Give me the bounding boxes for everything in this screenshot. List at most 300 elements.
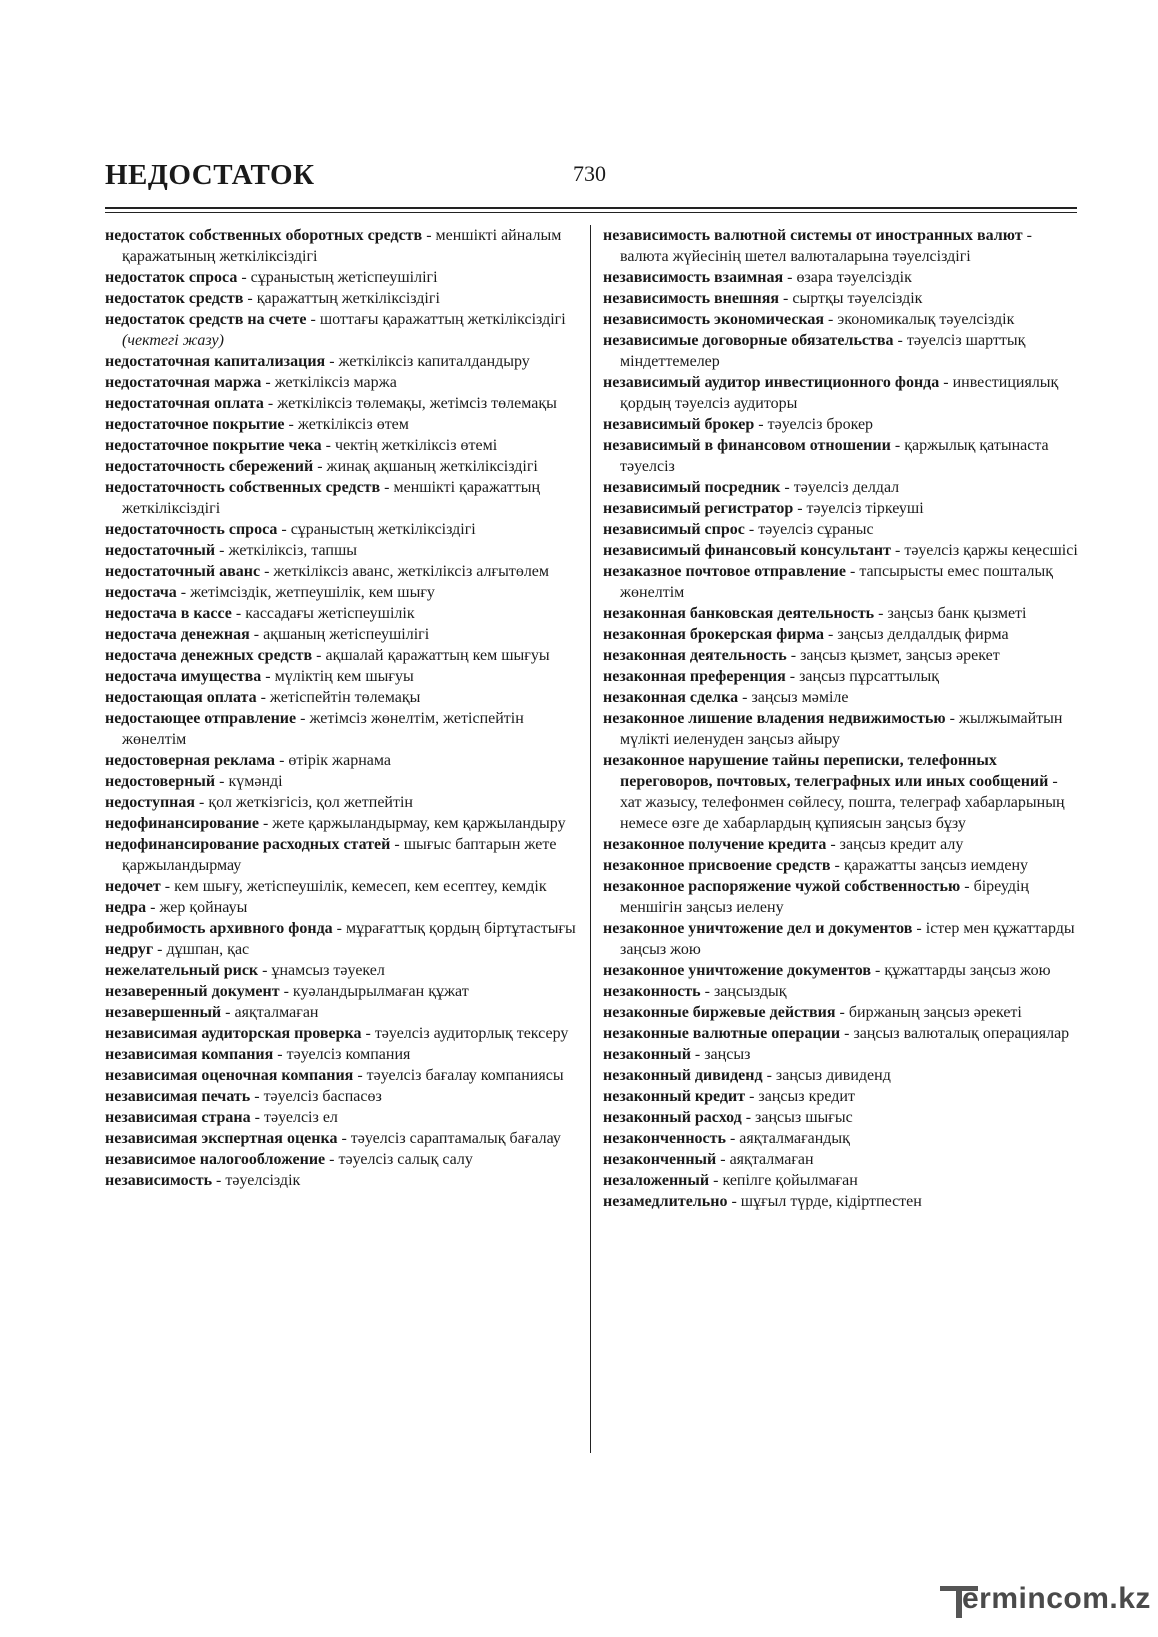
dictionary-entry: [603, 1149, 1078, 1170]
entry-term: недостача в кассе: [105, 605, 232, 622]
right-column: [603, 225, 1078, 1212]
entry-term: независимый аудитор инвестиционного фонда: [603, 374, 940, 391]
entry-term: независимая печать: [105, 1088, 251, 1105]
entry-definition: жеткіліксіз өтем: [297, 416, 409, 433]
entry-separator: -: [871, 962, 885, 979]
entry-definition: шоттағы қаражаттың жеткіліксіздігі: [319, 311, 566, 328]
dictionary-entry: [603, 666, 1078, 687]
entry-definition: тәуелсіз делдал: [793, 479, 900, 496]
entry-separator: -: [824, 626, 838, 643]
entry-definition: жете қаржыландырмау, кем қаржыландыру: [272, 815, 566, 832]
entry-definition: куәландырылмаған құжат: [292, 983, 469, 1000]
entry-definition: ақшаның жетіспеушілігі: [263, 626, 430, 643]
entry-term: незаконное распоряжение чужой собственностью: [603, 878, 961, 895]
dictionary-entry: [105, 519, 580, 540]
dictionary-entry: [603, 288, 1078, 309]
dictionary-entry: [603, 1107, 1078, 1128]
entry-term: недостача денежная: [105, 626, 250, 643]
entry-term: недоступная: [105, 794, 196, 811]
entry-separator: -: [380, 479, 394, 496]
dictionary-entry: [105, 1086, 580, 1107]
entry-definition: аяқталмаған: [234, 1004, 319, 1021]
entry-definition: жеткіліксіз, тапшы: [228, 542, 358, 559]
entry-term: недостоверный: [105, 773, 216, 790]
entry-definition: мұрағаттық қордың біртұтастығы: [345, 920, 576, 937]
page-number: 730: [573, 161, 606, 186]
entry-term: недостаточное покрытие: [105, 416, 285, 433]
dictionary-entry: [603, 1191, 1078, 1212]
dictionary-entry: [105, 708, 580, 750]
entry-term: недостаточный аванс: [105, 563, 261, 580]
entry-separator: -: [754, 416, 768, 433]
entry-separator: -: [690, 1046, 705, 1063]
termincom-logo: [940, 1578, 1150, 1626]
dictionary-entry: [603, 1044, 1078, 1065]
entry-term: недостаток средств на счете: [105, 311, 307, 328]
entry-definition: қаражаттың жеткіліксіздігі: [256, 290, 440, 307]
entry-term: независимый регистратор: [603, 500, 794, 517]
entry-definition: аяқталмағандық: [739, 1130, 850, 1147]
entry-definition: жеткіліксіз төлемақы, жетімсіз төлемақы: [277, 395, 557, 412]
dictionary-entry: [603, 267, 1078, 288]
dictionary-entry: [105, 876, 580, 897]
entry-definition: хат жазысу, телефонмен сөйлесу, пошта, телеграф хабарларының немесе өзге де хабарлардың құпиясын заңсыз бұзу: [620, 794, 1065, 832]
dictionary-entry: [105, 1044, 580, 1065]
entry-definition: ұнамсыз тәуекел: [271, 962, 385, 979]
entry-term: недруг: [105, 941, 154, 958]
entry-definition: тәуелсіздік: [225, 1172, 301, 1189]
entry-separator: -: [296, 710, 310, 727]
entry-term: недостаточность собственных средств: [105, 479, 381, 496]
entry-separator: -: [221, 1004, 235, 1021]
entry-definition: кепілге қойылмаған: [722, 1172, 858, 1189]
entry-separator: -: [779, 290, 793, 307]
entry-definition: меншікті айналым қаражатының жеткіліксіздігі: [122, 227, 562, 265]
entry-definition: құжаттарды заңсыз жою: [884, 962, 1051, 979]
entry-term: незаконное уничтожение документов: [603, 962, 872, 979]
dictionary-entry: [105, 456, 580, 477]
entry-term: незаконное лишение владения недвижимостью: [603, 710, 946, 727]
dictionary-entry: [603, 750, 1078, 834]
entry-term: независимая оценочная компания: [105, 1067, 354, 1084]
entry-definition: күмәнді: [228, 773, 283, 790]
entry-term: незаконность: [603, 983, 701, 1000]
dictionary-entry: [603, 603, 1078, 624]
entry-definition: қол жеткізгісіз, қол жетпейтін: [208, 794, 413, 811]
entry-definition: тапсырысты емес пошталық жөнелтім: [620, 563, 1054, 601]
entry-term: незаконное нарушение тайны переписки, телефонных переговоров, почтовых, телеграфных или иных сообщений: [603, 752, 1049, 790]
entry-definition: тәуелсіз аудиторлық тексеру: [374, 1025, 569, 1042]
dictionary-entry: [105, 645, 580, 666]
entry-term: независимый спрос: [603, 521, 745, 538]
entry-separator: -: [835, 1004, 849, 1021]
entry-definition: заңсыз: [704, 1046, 751, 1063]
entry-definition: жетімсіз жөнелтім, жетіспейтін жөнелтім: [122, 710, 524, 748]
entry-term: незаконченность: [603, 1130, 726, 1147]
entry-separator: -: [325, 1151, 339, 1168]
dictionary-entry: [105, 1170, 580, 1191]
entry-separator: -: [785, 668, 800, 685]
dictionary-entry: [603, 414, 1078, 435]
entry-separator: -: [939, 374, 953, 391]
dictionary-entry: [603, 372, 1078, 414]
entry-separator: -: [258, 962, 272, 979]
entry-separator: -: [215, 542, 229, 559]
entry-term: недостаток собственных оборотных средств: [105, 227, 423, 244]
entry-separator: -: [716, 1151, 730, 1168]
entry-separator: -: [874, 605, 888, 622]
entry-term: незаложенный: [603, 1172, 710, 1189]
dictionary-entry: [603, 1065, 1078, 1086]
entry-separator: -: [826, 836, 840, 853]
entry-separator: -: [153, 941, 167, 958]
entry-definition: тәуелсіз тіркеуші: [806, 500, 924, 517]
dictionary-entry: [105, 750, 580, 771]
entry-separator: -: [332, 920, 346, 937]
dictionary-entry: [603, 624, 1078, 645]
entry-separator: -: [793, 500, 807, 517]
entry-definition: тәуелсіз брокер: [767, 416, 874, 433]
entry-definition: заңсыз кредит: [758, 1088, 855, 1105]
dictionary-entry: [603, 435, 1078, 477]
dictionary-entry: [105, 267, 580, 288]
entry-definition: жеткіліксіз аванс, жеткіліксіз алғытөлем: [273, 563, 550, 580]
dictionary-entry: [105, 897, 580, 918]
entry-term: недофинансирование: [105, 815, 259, 832]
entry-separator: -: [263, 395, 278, 412]
dictionary-entry: [603, 1128, 1078, 1149]
entry-term: недостаточность сбережений: [105, 458, 314, 475]
dictionary-entry: [105, 939, 580, 960]
column-divider: [590, 225, 591, 1453]
entry-definition: меншікті қаражаттың жеткіліксіздігі: [122, 479, 541, 517]
entry-separator: -: [700, 983, 714, 1000]
dictionary-entry: [105, 1128, 580, 1149]
entry-definition: шығыс баптарын жете қаржыландырмау: [122, 836, 557, 874]
dictionary-entry: [105, 435, 580, 456]
entry-definition: сыртқы тәуелсіздік: [792, 290, 923, 307]
entry-definition: жинақ ақшаның жеткіліксіздігі: [326, 458, 538, 475]
entry-separator: -: [745, 1088, 759, 1105]
header-rule-thin: [105, 212, 1077, 213]
entry-term: незаверенный документ: [105, 983, 280, 1000]
entry-term: незамедлительно: [603, 1193, 728, 1210]
header-rule-thick: [105, 207, 1077, 209]
entry-term: независимый брокер: [603, 416, 755, 433]
entry-term: недостаток спроса: [105, 269, 238, 286]
dictionary-entry: [105, 603, 580, 624]
dictionary-entry: [603, 1086, 1078, 1107]
entry-separator: -: [390, 836, 404, 853]
dictionary-entry: [603, 477, 1078, 498]
entry-term: недостача денежных средств: [105, 647, 313, 664]
entry-separator: -: [250, 1109, 264, 1126]
dictionary-entry: [105, 792, 580, 813]
dictionary-entry: [105, 1023, 580, 1044]
entry-term: незаказное почтовое отправление: [603, 563, 846, 580]
dictionary-entry: [105, 1065, 580, 1086]
entry-definition: заңсыз дивиденд: [775, 1067, 891, 1084]
dictionary-entry: [603, 540, 1078, 561]
entry-term: независимый в финансовом отношении: [603, 437, 891, 454]
dictionary-entry: [603, 918, 1078, 960]
dictionary-entry: [105, 1002, 580, 1023]
entry-definition: сұраныстың жетіспеушілігі: [250, 269, 438, 286]
entry-term: независимость валютной системы от иностранных валют: [603, 227, 1023, 244]
entry-separator: -: [258, 815, 273, 832]
dictionary-entry: [603, 1023, 1078, 1044]
entry-definition: дұшпан, қас: [166, 941, 250, 958]
entry-term: недостоверная реклама: [105, 752, 276, 769]
entry-separator: -: [912, 920, 926, 937]
entry-definition: заңсыз делдалдық фирма: [837, 626, 1009, 643]
entry-term: независимые договорные обязательства: [603, 332, 894, 349]
entry-separator: -: [727, 1193, 741, 1210]
entry-definition: жетімсіздік, жетпеушілік, кем шығу: [190, 584, 435, 601]
entry-definition: заңсыз мәміле: [751, 689, 849, 706]
dictionary-entry: [603, 981, 1078, 1002]
running-head-word: НЕДОСТАТОК: [105, 159, 315, 191]
dictionary-entry: [105, 393, 580, 414]
entry-term: незаконная банковская деятельность: [603, 605, 875, 622]
entry-separator: -: [256, 689, 270, 706]
entry-term: нежелательный риск: [105, 962, 259, 979]
entry-separator: -: [738, 689, 752, 706]
entry-definition: өзара тәуелсіздік: [796, 269, 912, 286]
entry-separator: -: [780, 479, 794, 496]
dictionary-entry: [603, 309, 1078, 330]
logo-text: ermincom.kz: [962, 1582, 1151, 1615]
entry-separator: -: [261, 374, 275, 391]
entry-separator: -: [893, 332, 907, 349]
entry-separator: -: [1022, 227, 1032, 244]
entry-definition: тәуелсіз салық салу: [338, 1151, 473, 1168]
entry-term: независимость экономическая: [603, 311, 825, 328]
entry-separator: -: [243, 290, 257, 307]
dictionary-entry: [105, 771, 580, 792]
dictionary-entry: [105, 351, 580, 372]
dictionary-entry: [105, 981, 580, 1002]
dictionary-entry: [603, 519, 1078, 540]
entry-term: незаконное присвоение средств: [603, 857, 831, 874]
dictionary-entry: [603, 708, 1078, 750]
dictionary-entry: [105, 1149, 580, 1170]
entry-separator: -: [786, 647, 801, 664]
entry-term: незаконный дивиденд: [603, 1067, 763, 1084]
entry-term: незаконный кредит: [603, 1088, 746, 1105]
dictionary-entry: [105, 561, 580, 582]
entry-term: незаконная преференция: [603, 668, 786, 685]
entry-definition: заңсыз валюталық операциялар: [853, 1025, 1070, 1042]
entry-term: недофинансирование расходных статей: [105, 836, 391, 853]
entry-term: недра: [105, 899, 147, 916]
entry-separator: -: [250, 1088, 264, 1105]
entry-term: независимая экспертная оценка: [105, 1130, 338, 1147]
entry-definition: заңсыз шығыс: [755, 1109, 853, 1126]
entry-separator: -: [284, 416, 298, 433]
entry-separator: -: [261, 668, 275, 685]
entry-separator: -: [945, 710, 959, 727]
entry-separator: -: [353, 1067, 367, 1084]
entry-separator: -: [237, 269, 251, 286]
entry-definition: заңсыз банк қызметі: [887, 605, 1027, 622]
dictionary-entry: [105, 1107, 580, 1128]
entry-term: независимость: [105, 1172, 213, 1189]
entry-term: недостаточная оплата: [105, 395, 264, 412]
entry-separator: -: [160, 878, 175, 895]
dictionary-entry: [105, 414, 580, 435]
dictionary-entry: [105, 960, 580, 981]
entry-term: независимая страна: [105, 1109, 251, 1126]
entry-separator: -: [890, 437, 905, 454]
entry-term: недостаток средств: [105, 290, 244, 307]
entry-term: незаконная брокерская фирма: [603, 626, 825, 643]
entry-separator: -: [277, 521, 291, 538]
entry-separator: -: [361, 1025, 375, 1042]
dictionary-entry: [603, 687, 1078, 708]
dictionary-entry: [105, 372, 580, 393]
entry-separator: -: [741, 1109, 756, 1126]
dictionary-entry: [105, 225, 580, 267]
entry-definition: валюта жүйесінің шетел валюталарына тәуелсіздігі: [620, 248, 971, 265]
entry-term: незаконные валютные операции: [603, 1025, 841, 1042]
entry-separator: -: [744, 521, 759, 538]
entry-term: незаконное уничтожение дел и документов: [603, 920, 913, 937]
entry-separator: -: [830, 857, 844, 874]
entry-separator: -: [231, 605, 246, 622]
entry-definition: жеткіліксіз маржа: [274, 374, 397, 391]
entry-term: незаконная сделка: [603, 689, 739, 706]
entry-definition: экономикалық тәуелсіздік: [837, 311, 1015, 328]
dictionary-entry: [603, 960, 1078, 981]
entry-term: незаконная деятельность: [603, 647, 787, 664]
entry-definition: тәуелсіз компания: [286, 1046, 411, 1063]
dictionary-entry: [105, 624, 580, 645]
entry-separator: -: [321, 437, 335, 454]
dictionary-entry: [105, 834, 580, 876]
entry-term: недостача: [105, 584, 177, 601]
entry-definition: биржаның заңсыз әрекеті: [848, 1004, 1022, 1021]
entry-term: недостающая оплата: [105, 689, 257, 706]
entry-separator: -: [249, 626, 264, 643]
entry-separator: -: [212, 1172, 226, 1189]
dictionary-entry: [105, 813, 580, 834]
entry-definition: мүліктің кем шығуы: [274, 668, 414, 685]
entry-separator: -: [422, 227, 436, 244]
entry-definition: инвестициялық қордың тәуелсіз аудиторы: [620, 374, 1059, 412]
entry-definition: тәуелсіз қаржы кеңесшісі: [904, 542, 1078, 559]
dictionary-entry: [105, 582, 580, 603]
entry-separator: -: [273, 1046, 287, 1063]
left-column: [105, 225, 580, 1191]
dictionary-entry: [603, 330, 1078, 372]
entry-definition: біреудің меншігін заңсыз иелену: [620, 878, 1029, 916]
page-header: [105, 155, 1077, 215]
dictionary-entry: [603, 498, 1078, 519]
entry-definition: сұраныстың жеткіліксіздігі: [290, 521, 476, 538]
entry-definition: жер қойнауы: [159, 899, 248, 916]
dictionary-entry: [105, 918, 580, 939]
entry-definition: қаражатты заңсыз иемдену: [843, 857, 1029, 874]
entry-definition: чектің жеткіліксіз өтемі: [334, 437, 498, 454]
entry-term: недостаточная маржа: [105, 374, 262, 391]
dictionary-entry: [105, 687, 580, 708]
entry-definition: тәуелсіз сараптамалық бағалау: [350, 1130, 561, 1147]
entry-term: незаконный: [603, 1046, 691, 1063]
entry-definition: тәуелсіз баспасөз: [263, 1088, 382, 1105]
entry-term: недостача имущества: [105, 668, 262, 685]
entry-term: независимость взаимная: [603, 269, 784, 286]
dictionary-entry: [105, 477, 580, 519]
entry-term: недостаточность спроса: [105, 521, 278, 538]
dictionary-entry: [603, 834, 1078, 855]
dictionary-entry: [603, 561, 1078, 603]
entry-definition: жылжымайтын мүлікті иеленуден заңсыз айыру: [620, 710, 1063, 748]
entry-separator: -: [306, 311, 320, 328]
entry-definition: заңсыз пұрсаттылық: [799, 668, 940, 685]
entry-separator: -: [1048, 773, 1058, 790]
entry-definition: шұғыл түрде, кідіртпестен: [740, 1193, 922, 1210]
entry-term: незаконные биржевые действия: [603, 1004, 836, 1021]
entry-separator: -: [891, 542, 905, 559]
entry-separator: -: [313, 458, 327, 475]
entry-definition: жеткіліксіз капиталдандыру: [338, 353, 530, 370]
entry-term: недочет: [105, 878, 161, 895]
entry-separator: -: [960, 878, 974, 895]
entry-definition: қаржылық қатынаста тәуелсіз: [620, 437, 1049, 475]
entry-term: недостаточная капитализация: [105, 353, 326, 370]
entry-definition: тәуелсіз бағалау компаниясы: [366, 1067, 564, 1084]
entry-term: независимая компания: [105, 1046, 274, 1063]
dictionary-entry: [105, 666, 580, 687]
entry-separator: -: [176, 584, 191, 601]
entry-separator: -: [725, 1130, 740, 1147]
entry-definition: жетіспейтін төлемақы: [269, 689, 421, 706]
dictionary-entry: [603, 855, 1078, 876]
dictionary-entry: [603, 1002, 1078, 1023]
entry-term: незавершенный: [105, 1004, 222, 1021]
entry-term: недробимость архивного фонда: [105, 920, 333, 937]
dictionary-entry: [105, 288, 580, 309]
entry-definition: тәуелсіз сұраныс: [758, 521, 874, 538]
entry-separator: -: [337, 1130, 351, 1147]
dictionary-entry: [105, 309, 580, 351]
entry-term: незаконченный: [603, 1151, 717, 1168]
entry-definition: кем шығу, жетіспеушілік, кемесеп, кем есептеу, кемдік: [174, 878, 547, 895]
entry-term: независимый финансовый консультант: [603, 542, 891, 559]
entry-separator: -: [215, 773, 229, 790]
entry-term: недостаточное покрытие чека: [105, 437, 322, 454]
entry-definition: тәуелсіз ел: [263, 1109, 338, 1126]
entry-definition: тәуелсіз шарттық міндеттемелер: [620, 332, 1026, 370]
entry-definition: заңсыздық: [713, 983, 787, 1000]
entry-definition: кассадағы жетіспеушілік: [245, 605, 415, 622]
entry-term: незаконное получение кредита: [603, 836, 827, 853]
entry-term: независимая аудиторская проверка: [105, 1025, 362, 1042]
entry-note: (чектегі жазу): [122, 332, 224, 349]
entry-definition: аяқталмаған: [729, 1151, 814, 1168]
dictionary-entry: [603, 876, 1078, 918]
entry-term: независимое налогообложение: [105, 1151, 326, 1168]
entry-definition: өтірік жарнама: [288, 752, 391, 769]
entry-separator: -: [275, 752, 289, 769]
entry-separator: -: [709, 1172, 723, 1189]
entry-definition: заңсыз қызмет, заңсыз әрекет: [800, 647, 1000, 664]
entry-separator: -: [840, 1025, 854, 1042]
entry-term: незаконный расход: [603, 1109, 742, 1126]
entry-separator: -: [846, 563, 860, 580]
entry-separator: -: [762, 1067, 776, 1084]
